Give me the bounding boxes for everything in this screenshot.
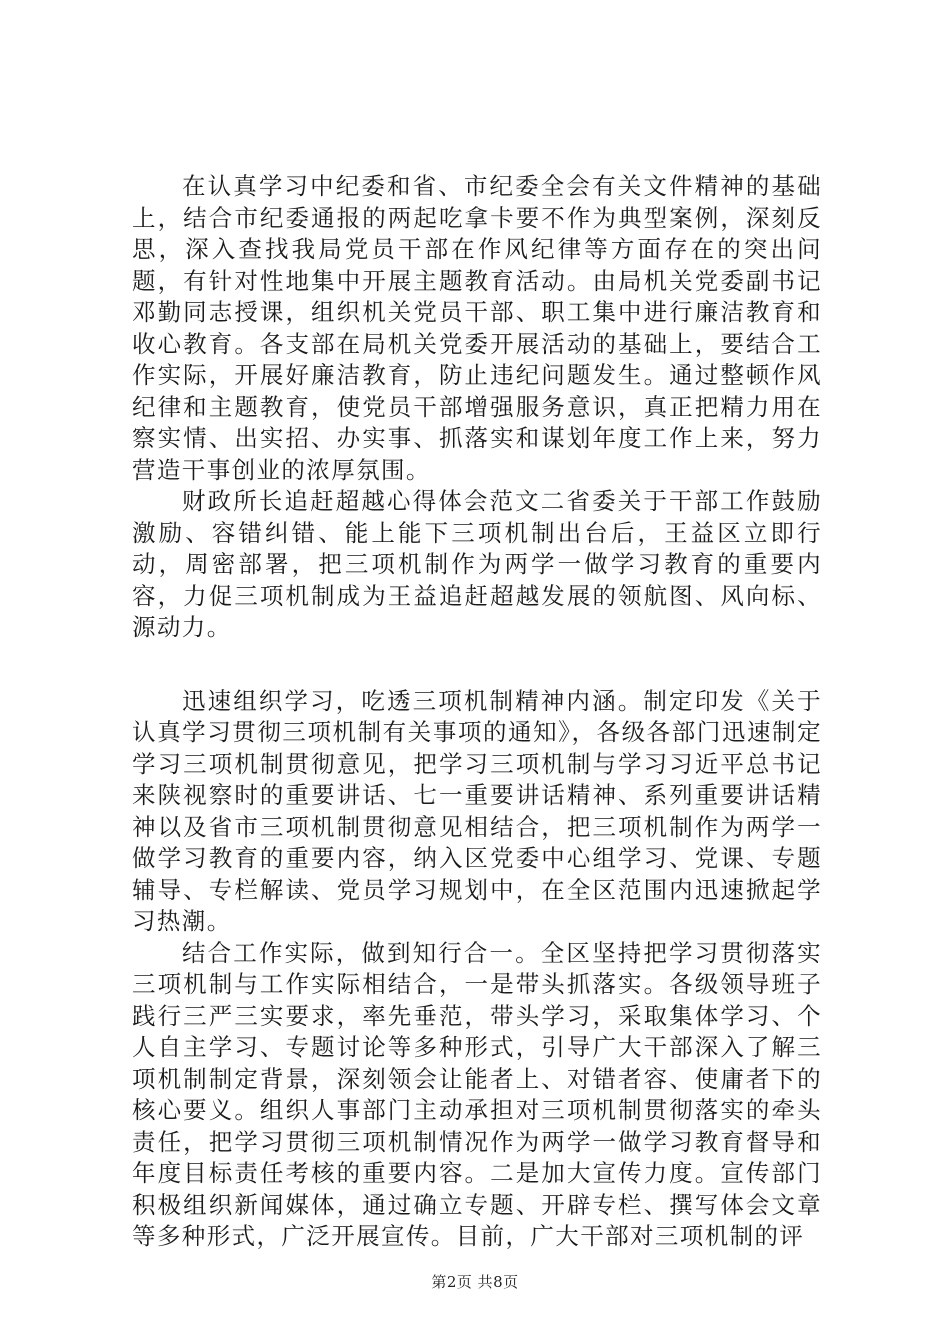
paragraph-2: 财政所长追赶超越心得体会范文二省委关于干部工作鼓励激励、容错纠错、能上能下三项机制出台后，王益区立即行动，周密部署，把三项机制作为两学一做学习教育的重要内容，力促三项机制成为王益追赶超越发展的领航图、风向标、源动力。 [132, 487, 822, 641]
paragraph-1: 在认真学习中纪委和省、市纪委全会有关文件精神的基础上，结合市纪委通报的两起吃拿卡要不作为典型案例，深刻反思，深入查找我局党员干部在作风纪律等方面存在的突出问题，有针对性地集中开展主题教育活动。由局机关党委副书记邓勤同志授课，组织机关党员干部、职工集中进行廉洁教育和收心教育。各支部在局机关党委开展活动的基础上，要结合工作实际，开展好廉洁教育，防止违纪问题发生。通过整顿作风纪律和主题教育，使党员干部增强服务意识，真正把精力用在察实情、出实招、办实事、抓落实和谋划年度工作上来，努力营造干事创业的浓厚氛围。 [132, 172, 822, 484]
paragraph-3: 迅速组织学习，吃透三项机制精神内涵。制定印发《关于认真学习贯彻三项机制有关事项的通知》，各级各部门迅速制定学习三项机制贯彻意见，把学习三项机制与学习习近平总书记来陕视察时的重要讲话、七一重要讲话精神、系列重要讲话精神以及省市三项机制贯彻意见相结合，把三项机制作为两学一做学习教育的重要内容，纳入区党委中心组学习、党课、专题辅导、专栏解读、党员学习规划中，在全区范围内迅速掀起学习热潮。 [132, 686, 822, 935]
paragraph-gap [132, 644, 822, 686]
document-body [132, 171, 822, 1253]
page-number-footer: 第2页 共8页 [431, 1273, 519, 1291]
paragraph-4: 结合工作实际，做到知行合一。全区坚持把学习贯彻落实三项机制与工作实际相结合，一是带头抓落实。各级领导班子践行三严三实要求，率先垂范，带头学习，采取集体学习、个人自主学习、专题讨论等多种形式，引导广大干部深入了解三项机制制定背景，深刻领会让能者上、对错者容、使庸者下的核心要义。组织人事部门主动承担对三项机制贯彻落实的牵头责任，把学习贯彻三项机制情况作为两学一做学习教育督导和年度目标责任考核的重要内容。二是加大宣传力度。宣传部门积极组织新闻媒体，通过确立专题、开辟专栏、撰写体会文章等多种形式，广泛开展宣传。目前，广大干部对三项机制的评 [132, 938, 822, 1250]
